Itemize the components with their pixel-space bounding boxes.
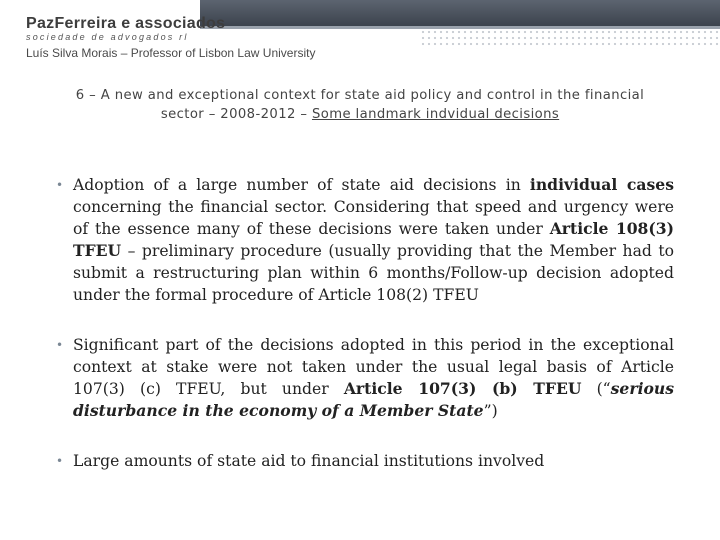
bullet-dot-icon: •	[56, 454, 64, 468]
bullet-bold-text: Article 108(3) TFEU	[73, 219, 674, 260]
slide-title-line2-prefix: sector – 2008-2012 –	[160, 107, 312, 122]
slide-title-line1: 6 – A new and exceptional context for state aid policy and control in the financial	[75, 88, 645, 103]
bullet-list	[56, 174, 674, 472]
author-byline: Luís Silva Morais – Professor of Lisbon Law University	[26, 46, 316, 60]
bullet-item	[56, 450, 674, 472]
bullet-bold-text: Article 107(3) (b) TFEU	[343, 379, 582, 398]
firm-logo	[26, 16, 225, 43]
slide-title-underlined: Some landmark indvidual decisions	[311, 107, 560, 122]
bullet-text: Adoption of a large number of state aid decisions in	[73, 176, 530, 194]
logo-main-text: PazFerreira e associados	[26, 15, 226, 32]
bullet-text: (“	[581, 380, 611, 398]
bullet-item	[56, 334, 674, 422]
bullet-text: Significant part of the decisions adopted in this period in the exceptional context at stake were not taken under the usual legal basis of Article 107(3) (c) TFEU, but under	[73, 336, 674, 398]
bullet-text: ”)	[483, 402, 498, 420]
bullet-bold-text: individual cases	[529, 175, 674, 194]
logo-sub-text: sociedade de advogados rl	[26, 32, 189, 42]
slide-title	[40, 86, 680, 124]
header-bar	[200, 0, 720, 26]
slide-title-line2	[40, 105, 680, 124]
bullet-text: – preliminary procedure (usually providing that the Member had to submit a restructuring plan within 6 months/Follow-up decision adopted under the formal procedure of Article 108(2) TFEU	[73, 242, 674, 304]
decorative-dot-pattern	[420, 29, 720, 49]
bullet-text: Large amounts of state aid to financial institutions involved	[73, 452, 545, 470]
bullet-dot-icon: •	[56, 178, 64, 192]
bullet-item	[56, 174, 674, 306]
bullet-dot-icon: •	[56, 338, 64, 352]
bullet-bold-italic-text: serious disturbance in the economy of a Member State	[73, 379, 675, 420]
bullet-text: concerning the financial sector. Considering that speed and urgency were of the essence many of these decisions were taken under	[73, 198, 674, 238]
